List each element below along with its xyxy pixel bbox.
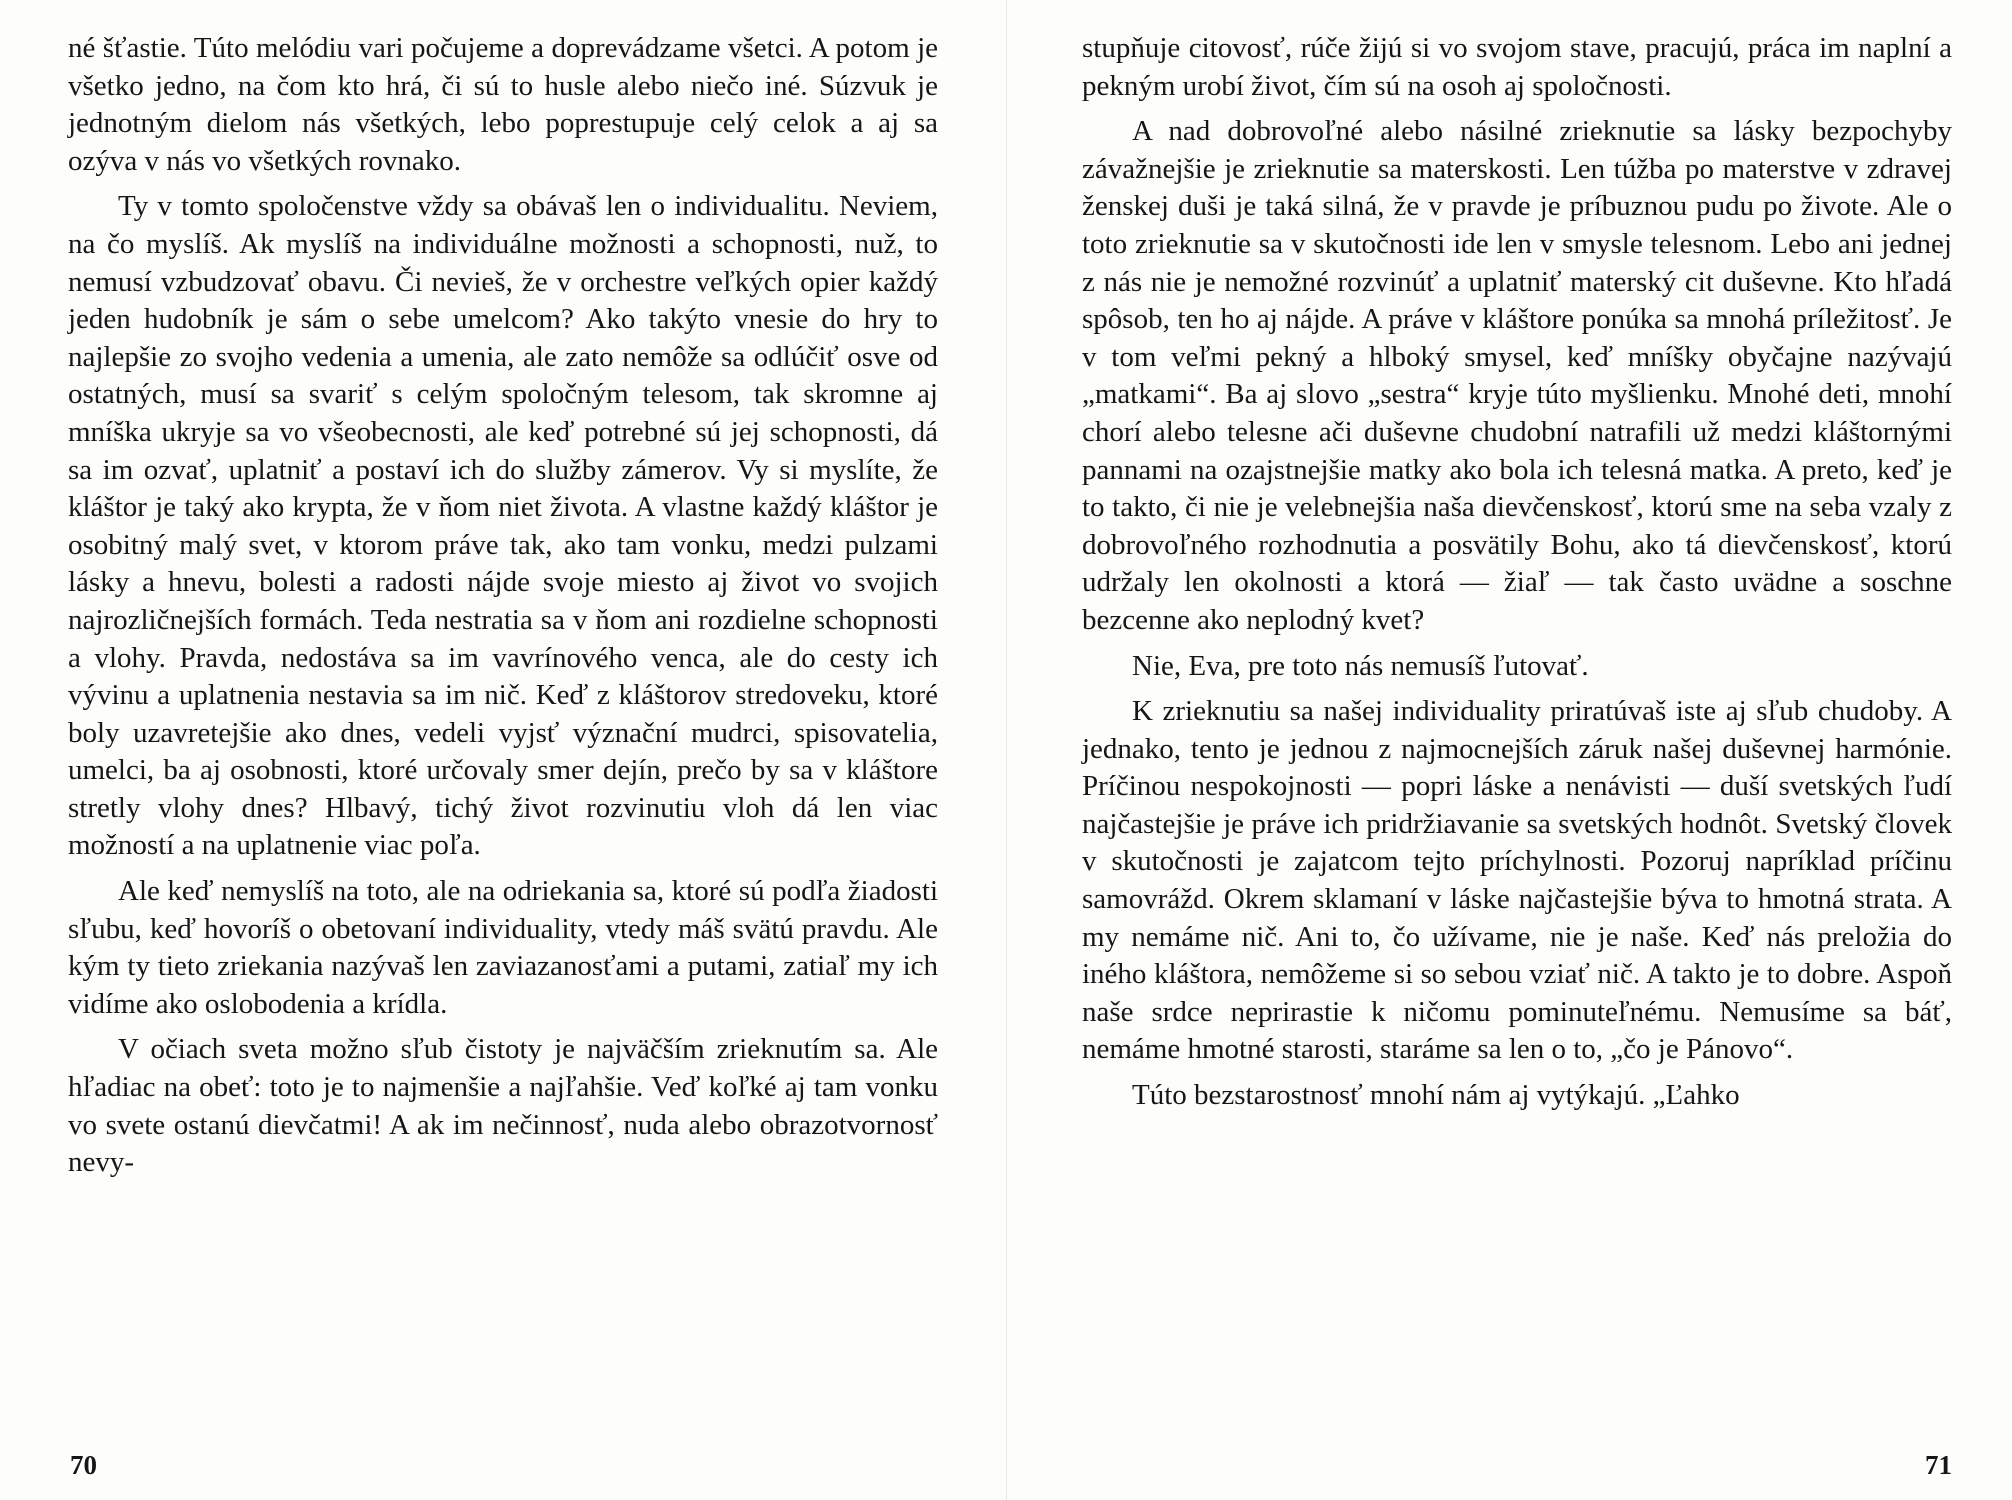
page-number: 71 [1925, 1450, 1952, 1480]
left-page [68, 30, 938, 1480]
left-page-text [68, 30, 938, 1182]
page-number: 70 [70, 1450, 97, 1480]
book-gutter [1006, 0, 1007, 1500]
right-page-text [1082, 30, 1952, 1115]
paragraph: A nad dobrovoľné alebo násilné zrieknutie sa lásky bezpochyby závažnejšie je zrieknutie sa materskosti. Len túžba po materstve v zdravej ženskej duši je taká silná, že v pravde je príbuznou pudu po živote. Ale o toto zrieknutie sa v skutočnosti ide len v smysle telesnom. Lebo ani jednej z nás nie je nemožné rozvinúť a uplatniť materský cit duševne. Kto hľadá spôsob, ten ho aj nájde. A práve v kláštore ponúka sa mnohá príležitosť. Je v tom veľmi pekný a hlboký smysel, keď mníšky obyčajne nazývajú „matkami“. Ba aj slovo „sestra“ kryje túto myšlienku. Mnohé deti, mnohí chorí alebo telesne ači duševne chudobní natrafili už medzi kláštornými pannami na ozajstnejšie matky ako bola ich telesná matka. A preto, keď je to takto, či nie je velebnejšia naša dievčenskosť, ktorú sme na seba vzaly z dobrovoľného rozhodnutia a posvätily Bohu, ako tá dievčenskosť, ktorú udržaly len okolnosti a ktorá — žiaľ — tak často uvädne a soschne bezcenne ako neplodný kvet? [1082, 115, 1952, 636]
paragraph: Ty v tomto spoločenstve vždy sa obávaš len o individualitu. Neviem, na čo myslíš. Ak myslíš na individuálne možnosti a schopnosti, nuž, to nemusí vzbudzovať obavu. Či nevieš, že v orchestre veľkých opier každý jeden hudobník je sám o sebe umelcom? Ako takýto vnesie do hry to najlepšie zo svojho vedenia a umenia, ale zato nemôže sa odlúčiť osve od ostatných, musí sa svariť s celým spoločným telesom, tak skromne aj mníška ukryje sa vo všeobecnosti, ale keď potrebné sú jej schopnosti, dá sa im ozvať, uplatniť a postaví ich do služby zámerov. Vy si myslíte, že kláštor je taký ako krypta, že v ňom niet života. A vlastne každý kláštor je osobitný malý svet, v ktorom práve tak, ako tam vonku, medzi pulzami lásky a hnevu, bolesti a radosti nájde svoje miesto aj život vo svojich najrozličnejších formách. Teda nestratia sa v ňom ani rozdielne schopnosti a vlohy. Pravda, nedostáva sa im vavrínového venca, ale do cesty ich vývinu a uplatnenia nestavia sa im nič. Keď z kláštorov stredoveku, ktoré boly uzavretejšie ako dnes, vedeli vyjsť význační mudrci, spisovatelia, umelci, ba aj osobnosti, ktoré určovaly smer dejín, prečo by sa v kláštore stretly vlohy dnes? Hlbavý, tichý život rozvinutiu vloh dá len viac možností a na uplatnenie viac poľa. [68, 190, 938, 862]
paragraph: Ale keď nemyslíš na toto, ale na odriekania sa, ktoré sú podľa žiadosti sľubu, keď hovoríš o obetovaní individuality, vtedy máš svätú pravdu. Ale kým ty tieto zriekania nazývaš len zaviazanosťami a putami, zatiaľ my ich vidíme ako oslobodenia a krídla. [68, 875, 938, 1020]
paragraph: K zrieknutiu sa našej individuality priratúvaš iste aj sľub chudoby. A jednako, tento je jednou z najmocnejších záruk našej duševnej harmónie. Príčinou nespokojnosti — popri láske a nenávisti — duší svetských ľudí najčastejšie je práve ich pridržiavanie sa svetských hodnôt. Svetský človek v skutočnosti je zajatcom tejto príchylnosti. Pozoruj napríklad príčinu samovrážd. Okrem sklamaní v láske najčastejšie býva to hmotná strata. A my nemáme nič. Ani to, čo užívame, nie je naše. Keď nás preložia do iného kláštora, nemôžeme si so sebou vziať nič. A takto je to dobre. Aspoň naše srdce neprirastie k ničomu pominuteľnému. Nemusíme sa báť, nemáme hmotné starosti, staráme sa len o to, „čo je Pánovo“. [1082, 695, 1952, 1066]
paragraph: né šťastie. Túto melódiu vari počujeme a doprevádzame všetci. A potom je všetko jedno, na čom kto hrá, či sú to husle alebo niečo iné. Súzvuk je jednotným dielom nás všetkých, lebo poprestupuje celý celok a aj sa ozýva v nás vo všetkých rovnako. [68, 32, 938, 177]
paragraph: Túto bezstarostnosť mnohí nám aj vytýkajú. „Ľahko [1132, 1079, 1740, 1112]
paragraph: V očiach sveta možno sľub čistoty je najväčším zrieknutím sa. Ale hľadiac na obeť: toto je to najmenšie a najľahšie. Veď koľké aj tam vonku vo svete ostanú dievčatmi! A ak im nečinnosť, nuda alebo obrazotvornosť nevy- [68, 1033, 938, 1179]
paragraph: Nie, Eva, pre toto nás nemusíš ľutovať. [1132, 649, 1589, 682]
paragraph: stupňuje citovosť, rúče žijú si vo svojom stave, pracujú, práca im naplní a pekným urobí život, čím sú na osoh aj spoločnosti. [1082, 32, 1952, 102]
right-page [1082, 30, 1952, 1480]
